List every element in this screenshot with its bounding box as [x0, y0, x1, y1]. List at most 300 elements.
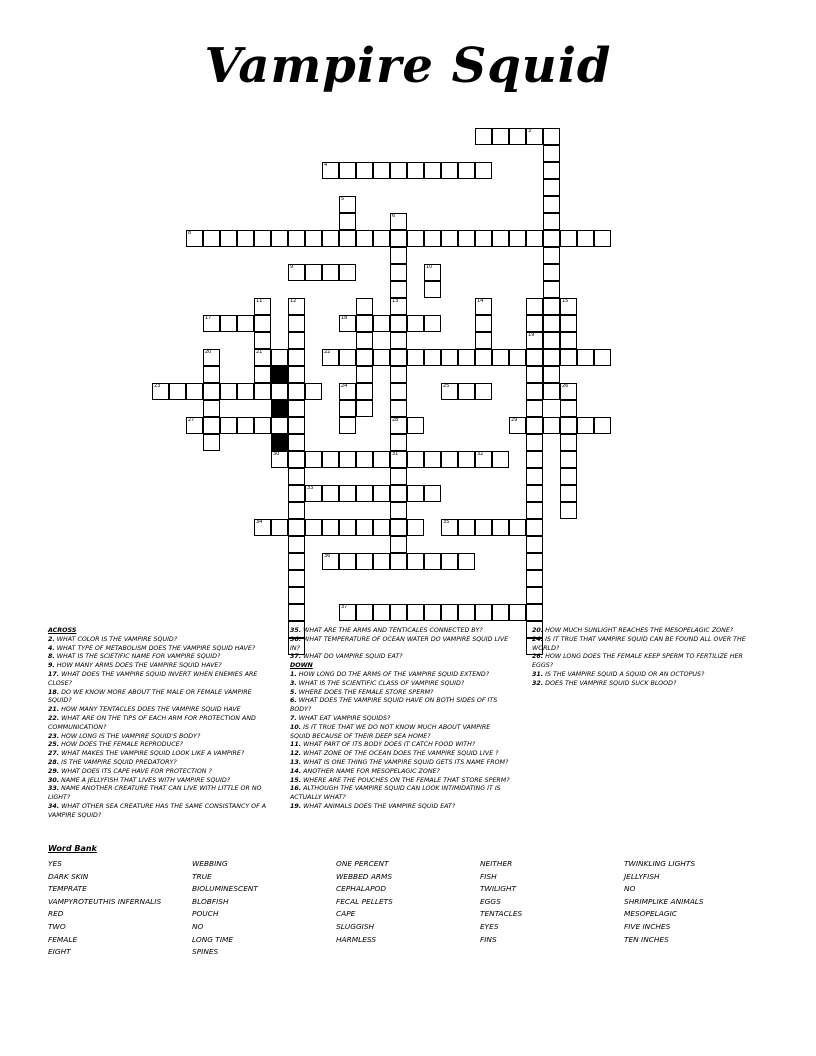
grid-cell[interactable]: [203, 230, 220, 247]
grid-cell[interactable]: [526, 230, 543, 247]
grid-cell[interactable]: [543, 213, 560, 230]
grid-cell[interactable]: [305, 451, 322, 468]
word-bank-item: BLOBFISH: [192, 896, 229, 906]
grid-cell[interactable]: [526, 587, 543, 604]
grid-cell[interactable]: [356, 519, 373, 536]
word-bank-item: TEMPRATE: [48, 884, 87, 894]
grid-cell[interactable]: [169, 383, 186, 400]
page-title: Vampire Squid: [204, 38, 612, 94]
grid-cell[interactable]: [373, 349, 390, 366]
grid-cell[interactable]: [543, 315, 560, 332]
grid-cell[interactable]: [407, 162, 424, 179]
grid-cell[interactable]: [509, 349, 526, 366]
grid-cell[interactable]: [339, 162, 356, 179]
clue-text: DO WE KNOW MORE ABOUT THE MALE OR FEMALE VAMPIRE SQUID?: [48, 688, 252, 705]
grid-cell[interactable]: [390, 315, 407, 332]
grid-cell[interactable]: [288, 264, 305, 281]
grid-cell[interactable]: [492, 128, 509, 145]
grid-cell[interactable]: [543, 281, 560, 298]
grid-cell[interactable]: [390, 468, 407, 485]
clue-text: IS THE VAMPIRE SQUID A SQUID OR AN OCTOPUS?: [545, 670, 705, 678]
clue-number: 19.: [290, 802, 302, 810]
grid-cell[interactable]: [560, 502, 577, 519]
grid-cell[interactable]: [407, 553, 424, 570]
grid-cell[interactable]: [339, 400, 356, 417]
grid-cell[interactable]: [339, 264, 356, 281]
grid-cell[interactable]: [390, 553, 407, 570]
word-bank-item: TEN INCHES: [624, 934, 669, 944]
grid-cell[interactable]: [424, 264, 441, 281]
grid-cell[interactable]: [407, 451, 424, 468]
grid-cell[interactable]: [288, 587, 305, 604]
grid-cell[interactable]: [254, 383, 271, 400]
grid-cell[interactable]: [339, 349, 356, 366]
grid-cell[interactable]: [526, 468, 543, 485]
grid-number: 20: [205, 349, 212, 355]
clue-text: NAME A JELLYFISH THAT LIVES WITH VAMPIRE SQUID?: [61, 776, 231, 784]
grid-cell[interactable]: [322, 162, 339, 179]
grid-cell[interactable]: [407, 604, 424, 621]
grid-cell[interactable]: [254, 366, 271, 383]
grid-cell[interactable]: [560, 451, 577, 468]
grid-cell[interactable]: [543, 349, 560, 366]
clue-text: WHAT PART OF ITS BODY DOES IT CATCH FOOD WITH?: [303, 741, 476, 749]
grid-cell[interactable]: [441, 230, 458, 247]
grid-cell[interactable]: [560, 485, 577, 502]
grid-cell[interactable]: [322, 553, 339, 570]
grid-cell[interactable]: [356, 349, 373, 366]
clue-number: 35.: [290, 627, 302, 634]
grid-cell[interactable]: [543, 332, 560, 349]
grid-cell[interactable]: [526, 315, 543, 332]
grid-cell[interactable]: [186, 230, 203, 247]
grid-cell[interactable]: [390, 519, 407, 536]
grid-cell[interactable]: [560, 434, 577, 451]
grid-cell[interactable]: [322, 519, 339, 536]
grid-cell[interactable]: [373, 553, 390, 570]
grid-cell[interactable]: [560, 383, 577, 400]
clue-number: 25.: [48, 741, 60, 749]
grid-block: [271, 434, 288, 451]
grid-cell[interactable]: [526, 332, 543, 349]
grid-cell[interactable]: [373, 315, 390, 332]
grid-cell[interactable]: [237, 417, 254, 434]
grid-cell[interactable]: [509, 604, 526, 621]
clue-number: 33.: [48, 785, 60, 793]
grid-cell[interactable]: [441, 383, 458, 400]
grid-cell[interactable]: [475, 128, 492, 145]
grid-cell[interactable]: [407, 485, 424, 502]
grid-cell[interactable]: [526, 400, 543, 417]
grid-cell[interactable]: [356, 451, 373, 468]
clue-item: [48, 777, 270, 786]
grid-cell[interactable]: [390, 247, 407, 264]
grid-cell[interactable]: [339, 417, 356, 434]
grid-cell[interactable]: [475, 349, 492, 366]
grid-cell[interactable]: [390, 434, 407, 451]
grid-cell[interactable]: [373, 604, 390, 621]
grid-cell[interactable]: [390, 332, 407, 349]
grid-cell[interactable]: [237, 230, 254, 247]
grid-cell[interactable]: [339, 213, 356, 230]
clue-text: HOW MUCH SUNLIGHT REACHES THE MESOPELAGIC ZONE?: [545, 627, 734, 634]
grid-cell[interactable]: [509, 417, 526, 434]
grid-cell[interactable]: [543, 264, 560, 281]
grid-cell[interactable]: [560, 298, 577, 315]
grid-cell[interactable]: [526, 298, 543, 315]
grid-cell[interactable]: [288, 298, 305, 315]
grid-cell[interactable]: [390, 451, 407, 468]
clue-number: 26.: [532, 653, 544, 661]
grid-cell[interactable]: [271, 383, 288, 400]
word-bank-item: SPINES: [192, 947, 219, 957]
grid-cell[interactable]: [594, 349, 611, 366]
grid-cell[interactable]: [237, 383, 254, 400]
grid-cell[interactable]: [390, 604, 407, 621]
grid-cell[interactable]: [271, 349, 288, 366]
grid-cell[interactable]: [475, 519, 492, 536]
clue-number: 6.: [290, 697, 297, 705]
word-bank-item: TWINKLING LIGHTS: [624, 859, 696, 868]
grid-cell[interactable]: [543, 247, 560, 264]
grid-cell[interactable]: [220, 315, 237, 332]
grid-cell[interactable]: [424, 604, 441, 621]
grid-cell[interactable]: [254, 230, 271, 247]
grid-cell[interactable]: [407, 349, 424, 366]
clue-item: [290, 715, 512, 724]
grid-cell[interactable]: [203, 349, 220, 366]
grid-cell[interactable]: [220, 383, 237, 400]
grid-cell[interactable]: [288, 570, 305, 587]
grid-cell[interactable]: [526, 570, 543, 587]
grid-cell[interactable]: [288, 485, 305, 502]
clue-text: WHAT IS ONE THING THE VAMPIRE SQUID GETS ITS NAME FROM?: [303, 758, 509, 766]
grid-cell[interactable]: [356, 485, 373, 502]
grid-cell[interactable]: [543, 383, 560, 400]
grid-cell[interactable]: [390, 264, 407, 281]
clue-text: WHERE DOES THE FEMALE STORE SPERM?: [298, 688, 434, 696]
grid-cell[interactable]: [441, 451, 458, 468]
clue-item: [48, 750, 270, 759]
grid-cell[interactable]: [441, 553, 458, 570]
clue-text: WHAT ARE THE ARMS AND TENTICALES CONNECTED BY?: [303, 627, 483, 634]
clue-item: [48, 768, 270, 777]
clue-text: WHAT TEMPERATURE OF OCEAN WATER DO VAMPIRE SQUID LIVE IN?: [290, 635, 509, 652]
grid-cell[interactable]: [424, 485, 441, 502]
grid-cell[interactable]: [305, 230, 322, 247]
grid-cell[interactable]: [560, 400, 577, 417]
grid-cell[interactable]: [288, 366, 305, 383]
grid-cell[interactable]: [390, 383, 407, 400]
grid-cell[interactable]: [526, 349, 543, 366]
grid-cell[interactable]: [356, 553, 373, 570]
grid-cell[interactable]: [288, 349, 305, 366]
clue-item: [48, 671, 270, 689]
grid-cell[interactable]: [339, 383, 356, 400]
grid-cell[interactable]: [424, 315, 441, 332]
grid-cell[interactable]: [356, 400, 373, 417]
grid-cell[interactable]: [356, 332, 373, 349]
grid-cell[interactable]: [441, 349, 458, 366]
grid-cell[interactable]: [475, 162, 492, 179]
grid-cell[interactable]: [390, 213, 407, 230]
grid-cell[interactable]: [543, 298, 560, 315]
grid-cell[interactable]: [288, 315, 305, 332]
grid-cell[interactable]: [356, 162, 373, 179]
grid-cell[interactable]: [407, 417, 424, 434]
grid-cell[interactable]: [220, 417, 237, 434]
clue-item: [290, 689, 512, 698]
grid-cell[interactable]: [543, 230, 560, 247]
grid-cell[interactable]: [407, 315, 424, 332]
grid-cell[interactable]: [288, 553, 305, 570]
grid-cell[interactable]: [390, 366, 407, 383]
grid-cell[interactable]: [152, 383, 169, 400]
grid-cell[interactable]: [492, 349, 509, 366]
grid-cell[interactable]: [339, 230, 356, 247]
grid-cell[interactable]: [543, 128, 560, 145]
grid-cell[interactable]: [526, 128, 543, 145]
grid-cell[interactable]: [203, 315, 220, 332]
grid-cell[interactable]: [560, 417, 577, 434]
grid-cell[interactable]: [577, 349, 594, 366]
grid-cell[interactable]: [407, 519, 424, 536]
grid-number: 14: [477, 298, 484, 304]
grid-cell[interactable]: [424, 553, 441, 570]
grid-cell[interactable]: [390, 162, 407, 179]
grid-cell[interactable]: [543, 417, 560, 434]
grid-cell[interactable]: [186, 383, 203, 400]
grid-cell[interactable]: [594, 417, 611, 434]
grid-cell[interactable]: [271, 230, 288, 247]
grid-cell[interactable]: [271, 519, 288, 536]
grid-cell[interactable]: [475, 315, 492, 332]
grid-cell[interactable]: [475, 332, 492, 349]
grid-number: 36: [324, 553, 331, 559]
grid-cell[interactable]: [526, 434, 543, 451]
grid-cell[interactable]: [390, 230, 407, 247]
clue-number: 9.: [48, 662, 55, 670]
grid-cell[interactable]: [356, 366, 373, 383]
grid-cell[interactable]: [390, 485, 407, 502]
grid-cell[interactable]: [543, 162, 560, 179]
grid-cell[interactable]: [305, 264, 322, 281]
grid-cell[interactable]: [254, 349, 271, 366]
word-bank-item: TRUE: [192, 871, 212, 881]
grid-cell[interactable]: [492, 604, 509, 621]
grid-cell[interactable]: [492, 519, 509, 536]
grid-number: 32: [477, 451, 484, 457]
grid-cell[interactable]: [543, 366, 560, 383]
clue-text: ANOTHER NAME FOR MESOPELAGIC ZONE?: [303, 767, 440, 775]
grid-cell[interactable]: [339, 553, 356, 570]
grid-cell[interactable]: [271, 417, 288, 434]
grid-cell[interactable]: [424, 230, 441, 247]
grid-cell[interactable]: [526, 519, 543, 536]
grid-cell[interactable]: [356, 604, 373, 621]
grid-cell[interactable]: [288, 468, 305, 485]
clue-item: [532, 636, 754, 654]
grid-cell[interactable]: [237, 315, 254, 332]
grid-cell[interactable]: [288, 536, 305, 553]
grid-cell[interactable]: [424, 162, 441, 179]
grid-cell[interactable]: [390, 400, 407, 417]
clue-text: WHAT TYPE OF METABOLISM DOES THE VAMPIRE SQUID HAVE?: [56, 644, 256, 652]
grid-cell[interactable]: [492, 451, 509, 468]
grid-cell[interactable]: [288, 230, 305, 247]
word-bank-item: HARMLESS: [336, 934, 377, 944]
grid-cell[interactable]: [373, 162, 390, 179]
grid-cell[interactable]: [407, 230, 424, 247]
grid-cell[interactable]: [203, 366, 220, 383]
grid-cell[interactable]: [356, 383, 373, 400]
clue-number: 16.: [290, 785, 302, 793]
grid-cell[interactable]: [526, 383, 543, 400]
grid-cell[interactable]: [543, 145, 560, 162]
grid-cell[interactable]: [203, 383, 220, 400]
grid-cell[interactable]: [475, 383, 492, 400]
grid-cell[interactable]: [560, 468, 577, 485]
grid-cell[interactable]: [373, 519, 390, 536]
grid-cell[interactable]: [458, 553, 475, 570]
grid-cell[interactable]: [509, 128, 526, 145]
grid-cell[interactable]: [373, 485, 390, 502]
grid-cell[interactable]: [288, 451, 305, 468]
grid-cell[interactable]: [458, 230, 475, 247]
grid-cell[interactable]: [254, 315, 271, 332]
grid-cell[interactable]: [492, 230, 509, 247]
grid-cell[interactable]: [339, 519, 356, 536]
grid-cell[interactable]: [339, 315, 356, 332]
grid-cell[interactable]: [254, 298, 271, 315]
grid-cell[interactable]: [560, 332, 577, 349]
grid-cell[interactable]: [509, 519, 526, 536]
clue-text: WHAT IS THE SCIETIFIC NAME FOR VAMPIRE SQUID?: [56, 653, 221, 661]
grid-cell[interactable]: [458, 451, 475, 468]
clue-text: WHAT DO VAMPIRE SQUID EAT?: [303, 653, 403, 661]
grid-cell[interactable]: [458, 349, 475, 366]
grid-cell[interactable]: [254, 332, 271, 349]
grid-cell[interactable]: [526, 553, 543, 570]
grid-cell[interactable]: [560, 349, 577, 366]
word-bank-column: [336, 858, 393, 946]
grid-cell[interactable]: [458, 519, 475, 536]
grid-cell[interactable]: [577, 417, 594, 434]
grid-cell[interactable]: [424, 349, 441, 366]
grid-cell[interactable]: [322, 349, 339, 366]
clue-number: 18.: [48, 688, 60, 696]
grid-cell[interactable]: [543, 196, 560, 213]
grid-cell[interactable]: [441, 604, 458, 621]
clue-item: [290, 724, 512, 742]
grid-cell[interactable]: [441, 162, 458, 179]
grid-cell[interactable]: [424, 281, 441, 298]
grid-number: 19: [528, 332, 535, 338]
grid-cell[interactable]: [475, 604, 492, 621]
grid-cell[interactable]: [288, 502, 305, 519]
grid-cell[interactable]: [475, 451, 492, 468]
grid-cell[interactable]: [526, 485, 543, 502]
grid-cell[interactable]: [186, 417, 203, 434]
grid-cell[interactable]: [390, 502, 407, 519]
grid-cell[interactable]: [458, 604, 475, 621]
grid-number: 8: [188, 230, 192, 236]
grid-cell[interactable]: [475, 298, 492, 315]
grid-cell[interactable]: [526, 536, 543, 553]
grid-cell[interactable]: [288, 434, 305, 451]
grid-cell[interactable]: [288, 417, 305, 434]
grid-cell[interactable]: [373, 451, 390, 468]
grid-cell[interactable]: [339, 604, 356, 621]
grid-cell[interactable]: [424, 451, 441, 468]
grid-cell[interactable]: [390, 536, 407, 553]
grid-cell[interactable]: [390, 298, 407, 315]
grid-cell[interactable]: [305, 519, 322, 536]
word-bank-item: BIOLUMINESCENT: [192, 884, 258, 894]
grid-cell[interactable]: [543, 179, 560, 196]
clue-number: 10.: [290, 723, 302, 731]
grid-cell[interactable]: [288, 332, 305, 349]
grid-cell[interactable]: [577, 230, 594, 247]
grid-cell[interactable]: [305, 383, 322, 400]
grid-cell[interactable]: [458, 162, 475, 179]
grid-cell[interactable]: [356, 230, 373, 247]
grid-cell[interactable]: [526, 502, 543, 519]
grid-cell[interactable]: [271, 451, 288, 468]
grid-cell[interactable]: [322, 485, 339, 502]
grid-cell[interactable]: [288, 383, 305, 400]
grid-cell[interactable]: [322, 230, 339, 247]
grid-cell[interactable]: [560, 315, 577, 332]
grid-cell[interactable]: [356, 298, 373, 315]
grid-cell[interactable]: [339, 485, 356, 502]
grid-cell[interactable]: [560, 230, 577, 247]
grid-cell[interactable]: [526, 366, 543, 383]
grid-cell[interactable]: [390, 349, 407, 366]
grid-cell[interactable]: [339, 196, 356, 213]
grid-cell[interactable]: [390, 417, 407, 434]
clue-text: HOW DOES THE FEMALE REPRODUCE?: [61, 741, 183, 749]
grid-cell[interactable]: [288, 604, 305, 621]
grid-cell[interactable]: [526, 417, 543, 434]
grid-cell[interactable]: [288, 400, 305, 417]
grid-cell[interactable]: [509, 230, 526, 247]
grid-cell[interactable]: [441, 519, 458, 536]
grid-cell[interactable]: [322, 451, 339, 468]
grid-cell[interactable]: [203, 417, 220, 434]
grid-cell[interactable]: [322, 264, 339, 281]
grid-cell[interactable]: [305, 485, 322, 502]
grid-cell[interactable]: [254, 417, 271, 434]
grid-cell[interactable]: [526, 604, 543, 621]
grid-cell[interactable]: [288, 519, 305, 536]
clue-text: WHAT ANIMALS DOES THE VAMPIRE SQUID EAT?: [303, 802, 456, 810]
grid-number: 30: [273, 451, 280, 457]
grid-cell[interactable]: [458, 383, 475, 400]
clue-text: WHAT COLOR IS THE VAMPIRE SQUID?: [56, 635, 178, 643]
grid-cell[interactable]: [203, 400, 220, 417]
grid-cell[interactable]: [475, 230, 492, 247]
grid-cell[interactable]: [594, 230, 611, 247]
grid-cell[interactable]: [203, 434, 220, 451]
grid-cell[interactable]: [356, 315, 373, 332]
grid-cell[interactable]: [373, 230, 390, 247]
grid-cell[interactable]: [390, 281, 407, 298]
grid-cell[interactable]: [254, 519, 271, 536]
grid-cell[interactable]: [220, 230, 237, 247]
grid-cell[interactable]: [526, 451, 543, 468]
grid-cell[interactable]: [339, 451, 356, 468]
